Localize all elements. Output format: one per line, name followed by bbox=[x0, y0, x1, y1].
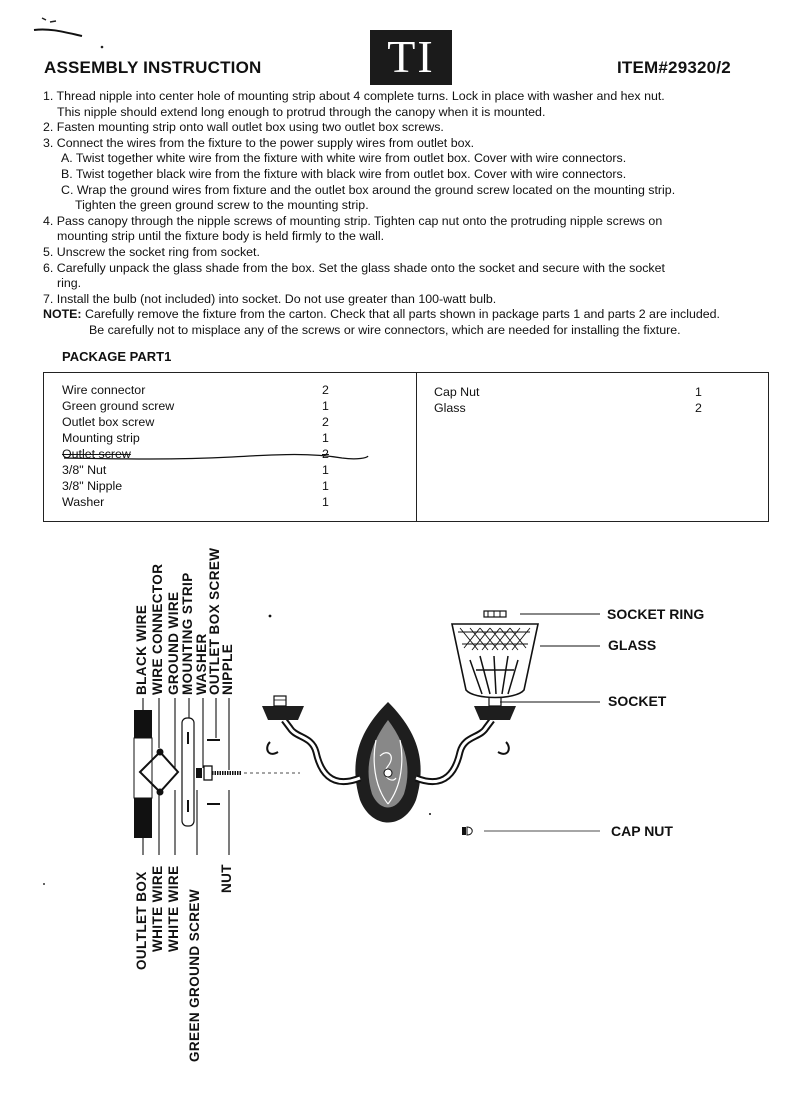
step-3a: A. Twist together white wire from the fixture with white wire from outlet box. Cover with wire connectors. bbox=[61, 151, 627, 166]
brand-logo: TI bbox=[370, 30, 452, 85]
part-name: 3/8" Nut bbox=[62, 463, 107, 477]
item-number: ITEM#29320/2 bbox=[617, 58, 731, 77]
label-outlet-box: OULTLET BOX bbox=[134, 871, 149, 970]
label-socket: SOCKET bbox=[608, 693, 667, 709]
step-3c-cont: Tighten the green ground screw to the mounting strip. bbox=[75, 198, 369, 213]
part-name: 3/8" Nipple bbox=[62, 479, 123, 493]
fixture-diagram bbox=[120, 590, 620, 870]
outlet-box bbox=[134, 710, 178, 838]
part-name: Washer bbox=[62, 495, 105, 509]
scan-speck bbox=[40, 880, 50, 890]
part-qty: 1 bbox=[322, 399, 329, 413]
label-outlet-box-screw: OUTLET BOX SCREW bbox=[207, 547, 222, 695]
label-white-wire-2: WHITE WIRE bbox=[166, 865, 181, 952]
step-1-cont: This nipple should extend long enough to protrud through the canopy when it is mounted. bbox=[57, 104, 546, 119]
part-name: Wire connector bbox=[62, 383, 146, 397]
label-black-wire: BLACK WIRE bbox=[134, 604, 149, 695]
step-3b: B. Twist together black wire from the fixture with black wire from outlet box. Cover with wire connectors. bbox=[61, 166, 627, 181]
instruction-steps bbox=[43, 89, 783, 339]
part-qty: 1 bbox=[322, 479, 329, 493]
step-5: 5. Unscrew the socket ring from socket. bbox=[43, 244, 260, 259]
step-7: 7. Install the bulb (not included) into socket. Do not use greater than 100-watt bulb. bbox=[43, 291, 497, 306]
part-qty: 1 bbox=[695, 385, 702, 399]
label-nut: NUT bbox=[219, 864, 234, 893]
part-qty: 1 bbox=[322, 463, 329, 477]
step-2: 2. Fasten mounting strip onto wall outlet box using two outlet box screws. bbox=[43, 120, 444, 135]
cap-nut bbox=[462, 827, 472, 835]
step-6-cont: ring. bbox=[57, 276, 82, 291]
part-name: Cap Nut bbox=[434, 385, 480, 399]
part-qty: 1 bbox=[322, 431, 329, 445]
step-1: 1. Thread nipple into center hole of mounting strip about 4 complete turns. Lock in place with washer and hex nut. bbox=[43, 89, 665, 103]
note-line-2: Be carefully not to misplace any of the screws or wire connectors, which are needed for installing the fixture. bbox=[89, 322, 681, 337]
note-label: NOTE: bbox=[43, 307, 82, 322]
wall-plate bbox=[355, 702, 420, 823]
right-arm bbox=[416, 697, 516, 782]
parts-table bbox=[43, 372, 769, 522]
label-white-wire-1: WHITE WIRE bbox=[150, 865, 165, 952]
step-3c: C. Wrap the ground wires from fixture and the outlet box around the ground screw located on the mounting strip. bbox=[61, 182, 676, 197]
label-green-ground-screw: GREEN GROUND SCREW bbox=[187, 889, 202, 1062]
part-name: Green ground screw bbox=[62, 399, 175, 413]
part-qty: 1 bbox=[322, 495, 329, 509]
part-name-struck: Outlet screw bbox=[62, 447, 131, 461]
part-qty: 2 bbox=[322, 415, 329, 429]
page-title: ASSEMBLY INSTRUCTION bbox=[44, 58, 262, 77]
strike-line bbox=[62, 449, 372, 463]
label-wire-connector: WIRE CONNECTOR bbox=[150, 563, 165, 695]
step-3: 3. Connect the wires from the fixture to the power supply wires from outlet box. bbox=[43, 135, 475, 150]
note-text-1: Carefully remove the fixture from the carton. Check that all parts shown in package parts 1 and parts 2 are included. bbox=[85, 307, 721, 322]
glass-shade bbox=[452, 624, 538, 698]
note-line-1 bbox=[43, 307, 783, 323]
part-qty: 2 bbox=[322, 383, 329, 397]
label-cap-nut: CAP NUT bbox=[611, 823, 673, 839]
part-name: Mounting strip bbox=[62, 431, 140, 445]
step-4-cont: mounting strip until the fixture body is held firmly to the wall. bbox=[57, 229, 385, 244]
socket-ring bbox=[484, 611, 506, 617]
package-heading: PACKAGE PART1 bbox=[62, 349, 172, 364]
label-mounting-strip: MOUNTING STRIP bbox=[180, 572, 195, 695]
left-arm bbox=[262, 696, 360, 782]
label-nipple: NIPPLE bbox=[220, 643, 235, 695]
part-name: Glass bbox=[434, 401, 466, 415]
step-6: 6. Carefully unpack the glass shade from the box. Set the glass shade onto the socket and secure with the socket bbox=[43, 260, 665, 275]
scan-marks bbox=[30, 12, 120, 52]
step-4: 4. Pass canopy through the nipple screws of mounting strip. Tighten cap nut onto the protruding nipple screws on bbox=[43, 213, 663, 228]
part-name: Outlet box screw bbox=[62, 415, 155, 429]
label-socket-ring: SOCKET RING bbox=[607, 606, 705, 622]
parts-divider bbox=[416, 373, 417, 521]
part-qty: 2 bbox=[695, 401, 702, 415]
label-ground-wire: GROUND WIRE bbox=[166, 591, 181, 695]
label-washer: WASHER bbox=[194, 633, 209, 695]
part-qty-struck: 2 bbox=[322, 447, 329, 461]
label-glass: GLASS bbox=[608, 637, 657, 653]
